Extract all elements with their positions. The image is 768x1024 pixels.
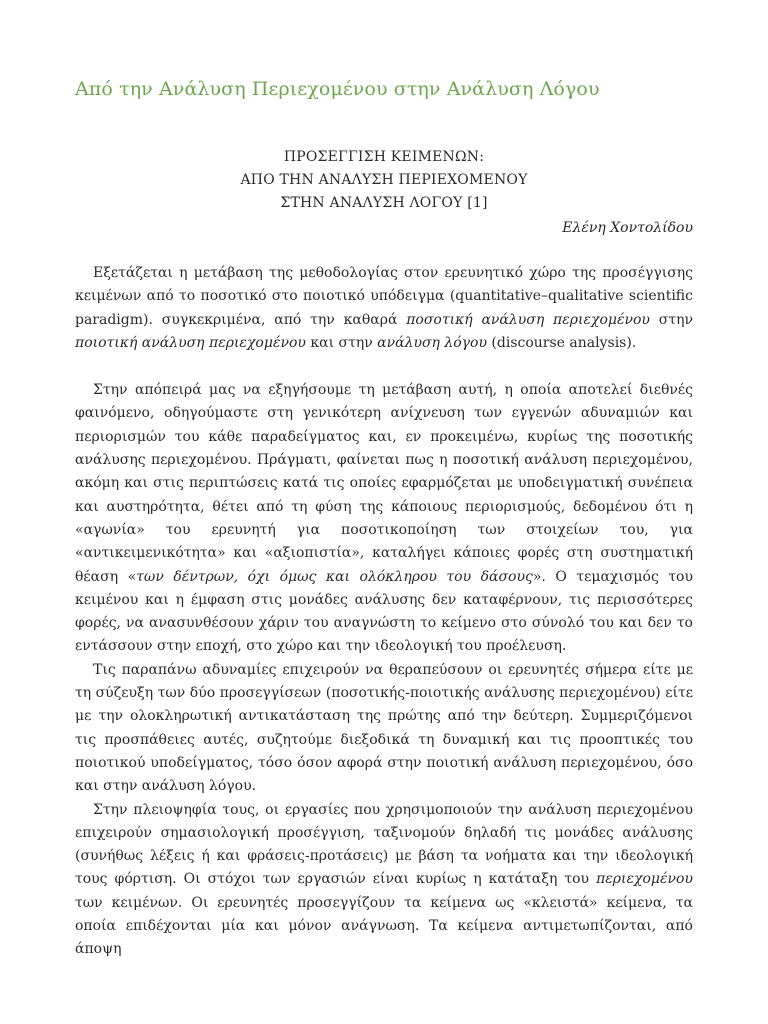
document-title: Από την Ανάλυση Περιεχομένου στην Ανάλυση Λόγου xyxy=(75,78,600,100)
p1-emphasis-b: ποσοτική ανάλυση περιεχομένου xyxy=(406,311,650,328)
p1-text-a: Εξετάζεται η μετάβαση της μεθοδολογίας στον ερευνητικό χώρο της προσέγγισης κειμένων από το ποσοτικό στο ποιοτικό υπόδειγμα (quantitative–qualitative scientific paradigm). συγκεκριμένα, από την καθαρά xyxy=(75,265,693,328)
p2-text-c: ». Ο τεμαχισμός του κειμένου και η έμφαση στις μονάδες ανάλυσης δεν καταφέρνουν, τις περισσότερες φορές, να ανασυνθέσουν χάριν του αναγνώστη το κείμενο στο σύνολό του και δεν το εντάσσουν στην εποχή, στο χώρο και την ιδεολογική του προέλευση. xyxy=(75,568,694,655)
p2-text-a: Στην απόπειρά μας να εξηγήσουμε τη μετάβαση αυτή, η οποία αποτελεί διεθνές φαινόμενο, οδηγούμαστε στη γενικότερη ανίχνευση των εγγενών αδυναμιών και περιορισμών του κάθε παραδείγματος και, εν προκειμένω, κυρίως της ποσοτικής ανάλυσης περιεχομένου. Πράγματι, φαίνεται πως η ποσοτική ανάλυση περιεχομένου, ακόμη και στις περιπτώσεις κατά τις οποίες εφαρμόζεται με υποδειγματική συνέπεια και αυστηρότητα, θέτει από τη φύση της κάποιους περιορισμούς, δεδομένου ότι η «αγωνία» του ερευνητή για ποσοτικοποίηση των στοιχείων του, για «αντικειμενικότητα» και «αξιοπιστία», καταλήγει κάποιες φορές στη συστηματική θέαση « xyxy=(75,382,693,585)
paragraph-4 xyxy=(75,799,693,962)
footnote-link[interactable]: [1] xyxy=(467,195,488,211)
p4-text-a: Στην πλειοψηφία τους, οι εργασίες που χρησιμοποιούν την ανάλυση περιεχομένου επιχειρούν σημασιολογική προσέγγιση, ταξινομούν δηλαδή τις μονάδες ανάλυσης (συνήθως λέξεις ή και φράσεις-προτάσεις) με βάση τα νοήματα και την ιδεολογική τους φόρτιση. Οι στόχοι των εργασιών είναι κυρίως η κατάταξη του xyxy=(75,801,693,888)
heading-line-1: ΠΡΟΣΕΓΓΙΣΗ ΚΕΙΜΕΝΩΝ: xyxy=(283,149,485,165)
p1-text-c: στην xyxy=(649,311,693,328)
paragraph-3: Τις παραπάνω αδυναμίες επιχειρούν να θεραπεύσουν οι ερευνητές σήμερα είτε με τη σύζευξη των δύο προσεγγίσεων (ποσοτικής-ποιοτικής ανάλυσης περιεχομένου) είτε με την ολοκληρωτική αντικατάσταση της πρώτης από την δεύτερη. Συμμεριζόμενοι τις προσπάθειες αυτές, συζητούμε διεξοδικά τη δυναμική και τις προοπτικές του ποιοτικού υποδείγματος, τόσο όσον αφορά στην ποιοτική ανάλυση περιεχομένου, όσο και στην ανάλυση λόγου. xyxy=(75,661,693,795)
paragraph-2 xyxy=(75,379,693,659)
p4-text-c: των κειμένων. Οι ερευνητές προσεγγίζουν τα κείμενα ως «κλειστά» κείμενα, τα οποία επιδέχονται μία και μόνον ανάγνωση. Τα κείμενα αντιμετωπίζονται, από άποψη xyxy=(75,894,693,958)
author-name: Ελένη Χοντολίδου xyxy=(562,220,693,236)
heading-line-3-text: ΣΤΗΝ ΑΝΑΛΥΣΗ ΛΟΓΟΥ xyxy=(280,195,463,211)
p2-emphasis-b: των δέντρων, όχι όμως και ολόκληρου του δάσους xyxy=(136,568,533,585)
section-heading xyxy=(75,146,693,215)
p1-text-g: (discourse analysis). xyxy=(486,334,637,351)
heading-line-3 xyxy=(75,192,693,215)
p1-text-e: και στην xyxy=(305,334,378,351)
p1-emphasis-f: ανάλυση λόγου xyxy=(377,334,487,351)
paragraph-1 xyxy=(75,262,693,355)
body-text xyxy=(75,262,693,962)
p1-emphasis-d: ποιοτική ανάλυση περιεχομένου xyxy=(75,334,306,351)
heading-line-2: ΑΠΟ ΤΗΝ ΑΝΑΛΥΣΗ ΠΕΡΙΕΧΟΜΕΝΟΥ xyxy=(240,172,528,188)
p4-emphasis-b: περιεχομένου xyxy=(596,871,693,888)
